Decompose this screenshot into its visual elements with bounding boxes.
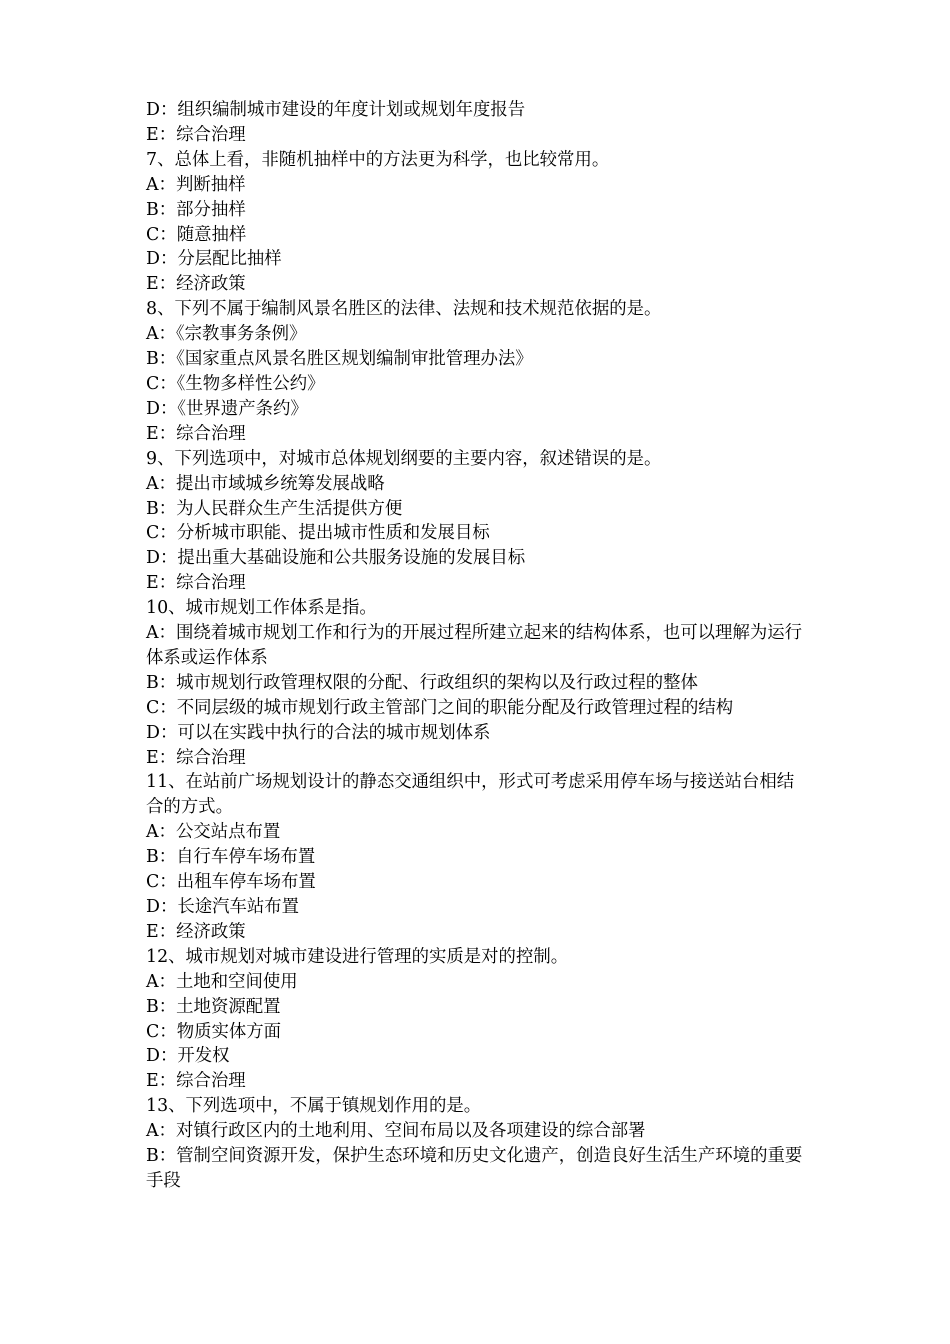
text-line: 11、在站前广场规划设计的静态交通组织中，形式可考虑采用停车场与接送站台相结合的方式。 — [146, 772, 795, 818]
text-line: E：综合治理 — [146, 124, 246, 145]
text-line: 13、下列选项中，不属于镇规划作用的是。 — [146, 1096, 482, 1117]
text-line: C：《生物多样性公约》 — [146, 373, 325, 394]
text-line: C：出租车停车场布置 — [146, 872, 316, 893]
text-line: A：公交站点布置 — [146, 822, 281, 843]
text-line: D：提出重大基础设施和公共服务设施的发展目标 — [146, 548, 526, 569]
text-line: A：提出市域城乡统筹发展战略 — [146, 473, 385, 494]
text-line: 12、城市规划对城市建设进行管理的实质是对的控制。 — [146, 946, 569, 967]
text-line: 10、城市规划工作体系是指。 — [146, 598, 377, 619]
text-line: D：开发权 — [146, 1046, 230, 1067]
text-line: 8、下列不属于编制风景名胜区的法律、法规和技术规范依据的是。 — [146, 299, 662, 320]
text-line: E：综合治理 — [146, 573, 246, 594]
text-line: B：《国家重点风景名胜区规划编制审批管理办法》 — [146, 349, 533, 370]
text-line: E：综合治理 — [146, 747, 246, 768]
text-line: A：对镇行政区内的土地利用、空间布局以及各项建设的综合部署 — [146, 1121, 646, 1142]
text-line: 9、下列选项中，对城市总体规划纲要的主要内容，叙述错误的是。 — [146, 448, 662, 469]
text-line: B：为人民群众生产生活提供方便 — [146, 498, 403, 519]
text-line: B：自行车停车场布置 — [146, 847, 316, 868]
text-line: A：土地和空间使用 — [146, 971, 298, 992]
text-line: B：部分抽样 — [146, 199, 246, 220]
text-line: D：组织编制城市建设的年度计划或规划年度报告 — [146, 100, 526, 120]
text-line: E：综合治理 — [146, 423, 246, 444]
text-line: B：土地资源配置 — [146, 996, 281, 1017]
text-line: E：经济政策 — [146, 274, 246, 295]
text-line: A：判断抽样 — [146, 174, 246, 195]
text-line: C：分析城市职能、提出城市性质和发展目标 — [146, 523, 490, 544]
document-body — [146, 98, 811, 1194]
text-line: D：分层配比抽样 — [146, 249, 282, 270]
text-line: 7、总体上看，非随机抽样中的方法更为科学，也比较常用。 — [146, 149, 610, 170]
text-line: B：城市规划行政管理权限的分配、行政组织的架构以及行政过程的整体 — [146, 672, 698, 693]
text-line: E：经济政策 — [146, 921, 246, 942]
text-line: D：《世界遗产条约》 — [146, 398, 308, 419]
text-line: D：长途汽车站布置 — [146, 897, 300, 917]
text-line: C：物质实体方面 — [146, 1021, 282, 1042]
text-line: C：随意抽样 — [146, 224, 247, 245]
text-line: D：可以在实践中执行的合法的城市规划体系 — [146, 722, 491, 743]
text-line: C：不同层级的城市规划行政主管部门之间的职能分配及行政管理过程的结构 — [146, 697, 734, 718]
text-line: A：围绕着城市规划工作和行为的开展过程所建立起来的结构体系，也可以理解为运行体系或运作体系 — [146, 623, 803, 668]
text-line: A：《宗教事务条例》 — [146, 324, 307, 345]
text-line: E：综合治理 — [146, 1071, 246, 1092]
text-line: B：管制空间资源开发，保护生态环境和历史文化遗产，创造良好生活生产环境的重要手段 — [146, 1146, 803, 1191]
